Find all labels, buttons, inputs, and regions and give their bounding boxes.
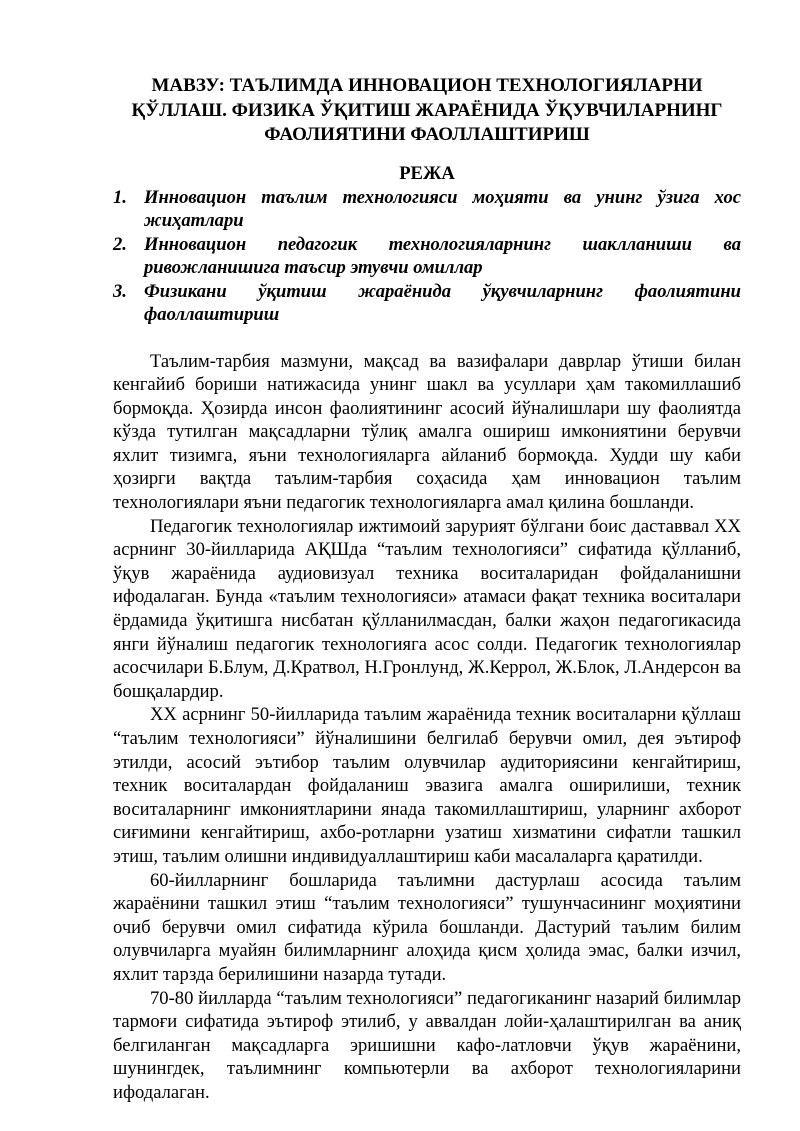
paragraph: 70-80 йилларда “таълим технологияси” педагогиканинг назарий билимлар тармоғи сифатида эътироф этилиб, у аввалдан лойи-ҳалаштирилган ва аниқ белгиланган мақсадларга эришишни кафо-латловчи ўқув жараёнини, шунингдек, таълимнинг компьютерли ва ахборот технологияларини ифодалаган.	[113, 987, 741, 1103]
paragraph: Педагогик технологиялар ижтимоий зарурият бўлгани боис даставвал ХХ асрнинг 30-йилларида АҚШда “таълим технологияси” сифатида қўлланиб, ўқув жараёнида аудиовизуал техника воситаларидан фойдаланишни ифодалаган. Бунда «таълим технологияси» атамаси фақат техника воситалари ёрдамида ўқитишга нисбатан қўлланилмасдан, балки жаҳон педагогикасида янги йўналиш педагогик технологияга асос солди. Педагогик технологиялар асосчилари Б.Блум, Д.Кратвол, Н.Гронлунд, Ж.Керрол, Ж.Блок, Л.Андерсон ва бошқалардир.	[113, 515, 741, 702]
plan-item-number: 1.	[113, 186, 127, 208]
plan-item-text: Физикани ўқитиш жараёнида ўқувчиларнинг фаолиятини фаоллаштириш	[144, 280, 741, 325]
plan-item-text: Инновацион таълим технологияси моҳияти ва унинг ўзига хос жиҳатлари	[144, 186, 741, 231]
paragraph: Таълим-тарбия мазмуни, мақсад ва вазифалари даврлар ўтиши билан кенгайиб бориши натижасида унинг шакл ва усуллари ҳам такомиллашиб бормоқда. Ҳозирда инсон фаолиятининг асосий йўналишлари шу фаолиятда кўзда тутилган мақсадларни тўлиқ амалга ошириш имкониятини берувчи яхлит тизимга, яъни технологияларга айланиб бормоқда. Худди шу каби ҳозирги вақтда таълим-тарбия соҳасида ҳам инновацион таълим технологиялари яъни педагогик технологияларга амал қилина бошланди.	[113, 350, 741, 514]
plan-list	[113, 186, 741, 327]
plan-item-text: Инновацион педагогик технологияларнинг шаклланиши ва ривожланишига таъсир этувчи омиллар	[144, 233, 741, 278]
document-title: МАВЗУ: ТАЪЛИМДА ИННОВАЦИОН ТЕХНОЛОГИЯЛАРНИ ҚЎЛЛАШ. ФИЗИКА ЎҚИТИШ ЖАРАЁНИДА ЎҚУВЧИЛАРНИНГ ФАОЛИЯТИНИ ФАОЛЛАШТИРИШ	[131, 75, 723, 145]
plan-item	[113, 233, 741, 280]
plan-item-number: 3.	[113, 280, 127, 302]
document-page	[113, 74, 741, 1105]
body-text	[113, 350, 741, 1105]
plan-item	[113, 280, 741, 327]
plan-heading: РЕЖА	[399, 162, 455, 184]
plan-item-number: 2.	[113, 233, 127, 255]
plan-item	[113, 186, 741, 233]
paragraph: 60-йилларнинг бошларида таълимни дастурлаш асосида таълим жараёнини ташкил этиш “таълим технологияси” тушунчасининг моҳиятини очиб берувчи омил сифатида кўрила бошланди. Дастурий таълим билим олувчиларга муайян билимларнинг алоҳида қисм ҳолида эмас, балки изчил, яхлит тарзда берилишини назарда тутади.	[113, 869, 741, 985]
paragraph: ХХ асрнинг 50-йилларида таълим жараёнида техник воситаларни қўллаш “таълим технологияси” йўналишини белгилаб берувчи омил, дея эътироф этилди, асосий эътибор таълим олувчилар аудиториясини кенгайтириш, техник воситалардан фойдаланиш эвазига амалга оширилиши, техник воситаларнинг имкониятларини янада такомиллаштириш, уларнинг ахборот сиғимини кенгайтириш, ахбо-ротларни узатиш хизматини сифатли ташкил этиш, таълим олишни индивидуаллаштириш каби масалаларга қаратилди.	[113, 704, 741, 867]
